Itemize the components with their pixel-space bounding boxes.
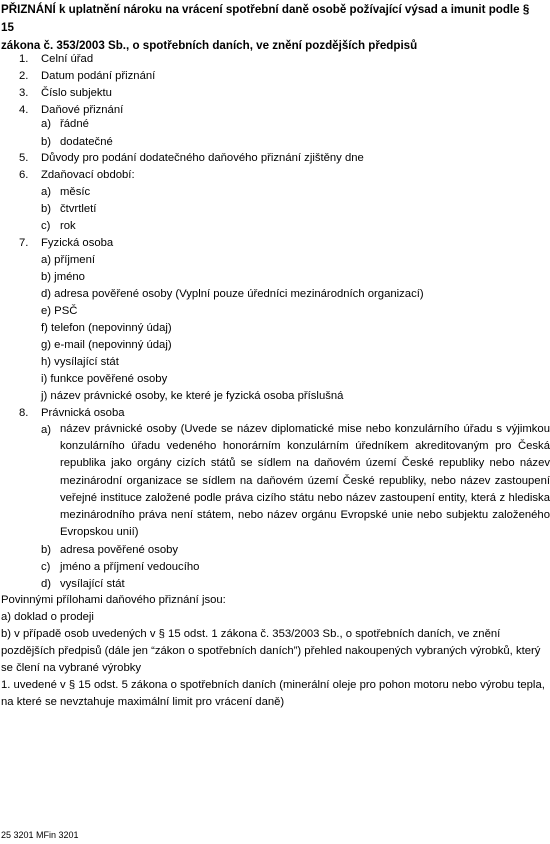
item-number: 2. — [19, 70, 29, 82]
sub-label: adresa pověřené osoby — [60, 544, 179, 556]
item-label: Daňové přiznání — [41, 104, 124, 116]
attachment-c: 1. uvedené v § 15 odst. 5 zákona o spotřebních daních (minerální oleje pro pohon motoru nebo výrobu tepla, na které se nevztahuje maximální limit pro vrácení daně) — [1, 679, 545, 708]
item-number: 7. — [19, 237, 29, 249]
sub-letter: a) — [41, 424, 52, 436]
item-label: Fyzická osoba — [41, 237, 114, 249]
title-line: PŘIZNÁNÍ k uplatnění nároku na vrácení spotřební daně osobě požívající výsad a imunit podle § 15 — [1, 3, 530, 34]
item-label: Důvody pro podání dodatečného daňového přiznání zjištěny dne — [41, 152, 364, 164]
sub-label: čtvrtletí — [60, 203, 97, 215]
attachments-heading: Povinnými přílohami daňového přiznání jsou: — [1, 594, 226, 606]
sub-letter: a) — [41, 186, 52, 198]
document-page: PŘIZNÁNÍ k uplatnění nároku na vrácení spotřební daně osobě požívající výsad a imunit podle § 15 zákona č. 353/2003 Sb., o spotřebních daních, ve znění pozdějších předpisů 1. Celní úřad 2. Datum podání přiznání 3. Číslo subjektu 4. Daňové přiznání a) řádné b) dodatečné 5. Důvody pro podání dodatečného daňového přiznání zjištěny dne 6. Zdaňovací období: a) měsíc b) čtvrtletí c) rok 7. Fyzická osoba a) příjmení b) jméno d) adresa pověřené osoby (Vyplní pouze úředníci mezinárodních organizací) e) PSČ f) telefon (nepovinný údaj) g) e-mail (nepovinný údaj) h) vysílající stát i) funkce pověřené osoby j) název právnické osoby, ke které je fyzická osoba příslušná 8. Právnická osoba a) název právnické osoby (Uvede se název diplomatické mise nebo konzulárního úřadu s výjimkou konzulárního úřadu vedeného honorárním konzulárním úředníkem akreditovaným pro Česká republika jako orgány cizích států se sídlem na daňovém území České republiky nebo název mezinárodní organizace se sídlem na daňovém území České republiky, nebo název zastoupení veřejné instituce založené podle práva cizího státu nebo název zastoupení entity, která z hlediska mezinárodního práva není státem, nebo název orgánu Evropské unie nebo subjektu založeného Evropskou unií) b) adresa pověřené osoby c) jméno a příjmení vedoucího d) vysílající stát Povinnými přílohami daňového přiznání jsou: a) doklad o prodeji b) v případě osob uvedených v § 15 odst. 1 zákona č. 353/2003 Sb., o spotřebních daních, ve znění pozdějších předpisů (dále jen “zákon o spotřebních daních”) přehled nakoupených vybraných výrobků, který se člení na vybrané výrobky 1. uvedené v § 15 odst. 5 zákona o spotřebních daních (minerální oleje pro pohon motoru nebo výrobu tepla, na které se nevztahuje maximální limit pro vrácení daně) 25 3201 MFin 3201 — [1, 3, 550, 840]
item-number: 4. — [19, 104, 29, 116]
sub-label: jméno a příjmení vedoucího — [60, 561, 200, 573]
sub-letter: b) — [41, 136, 52, 148]
sub-letter: c) — [41, 220, 51, 232]
item-number: 1. — [19, 53, 29, 65]
item-number: 6. — [19, 169, 29, 181]
item-label: Celní úřad — [41, 53, 94, 65]
item-label: Číslo subjektu — [41, 87, 112, 99]
item-number: 3. — [19, 87, 29, 99]
sub-label: rok — [60, 220, 76, 232]
sub-label: dodatečné — [60, 136, 113, 148]
attachment-b: b) v případě osob uvedených v § 15 odst. 1 zákona č. 353/2003 Sb., o spotřebních daních, ve znění pozdějších předpisů (dále jen “zákon o spotřebních daních”) přehled nakoupených vybraných výrobků, který se člení na vybrané výrobky — [1, 628, 541, 674]
item-label: Právnická osoba — [41, 407, 125, 419]
attachment-a: a) doklad o prodeji — [1, 611, 94, 623]
sub-letter: c) — [41, 561, 51, 573]
item-label: Zdaňovací období: — [41, 169, 135, 181]
sub-letter: b) — [41, 203, 52, 215]
sub-label: řádné — [60, 118, 89, 130]
document-title — [1, 1, 541, 55]
sub-letter: d) — [41, 578, 52, 590]
sub-letter: b) — [41, 544, 52, 556]
item-8a-paragraph: název právnické osoby (Uvede se název diplomatické mise nebo konzulárního úřadu s výjimkou konzulárního úřadu vedeného honorárním konzulárním úředníkem akreditovaným pro Česká republika jako orgány cizích států se sídlem na daňovém území České republiky nebo název mezinárodní organizace se sídlem na daňovém území České republiky, nebo název zastoupení veřejné instituce založené podle práva cizího státu nebo název zastoupení entity, která z hlediska mezinárodního práva není státem, nebo název orgánu Evropské unie nebo subjektu založeného Evropskou unií) — [60, 423, 550, 539]
form-code-footer: 25 3201 MFin 3201 — [1, 830, 79, 840]
title-line: zákona č. 353/2003 Sb., o spotřebních daních, ve znění pozdějších předpisů — [1, 39, 418, 52]
item-number: 5. — [19, 152, 29, 164]
item-label: Datum podání přiznání — [41, 70, 156, 82]
sub-label: vysílající stát — [60, 578, 125, 590]
item-number: 8. — [19, 407, 29, 419]
sub-letter: a) — [41, 118, 52, 130]
sub-label: měsíc — [60, 186, 91, 198]
